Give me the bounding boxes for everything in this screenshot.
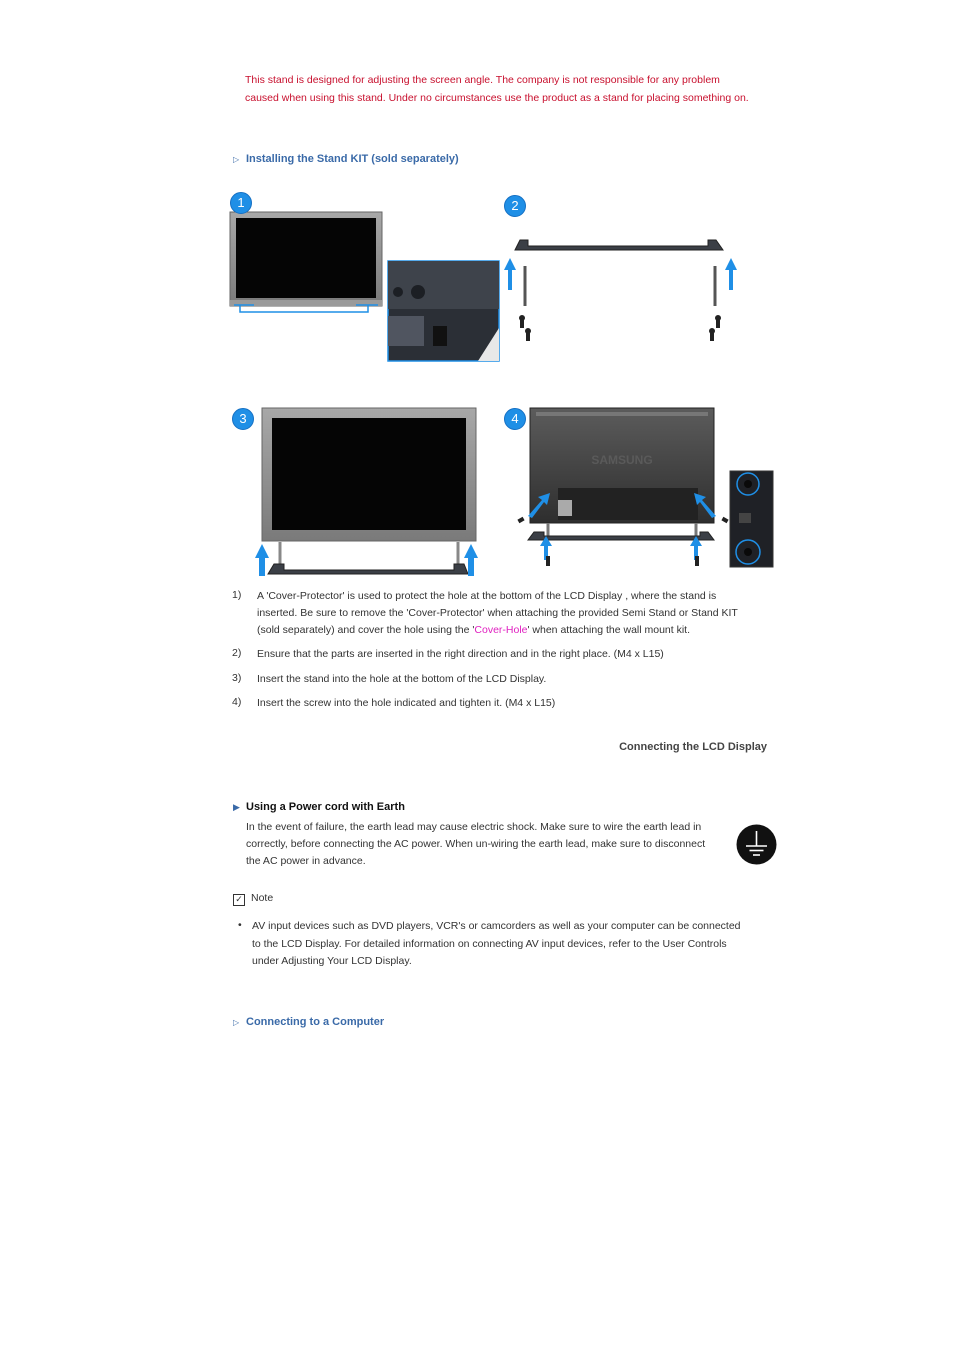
section-heading-stand-kit[interactable] [233, 153, 459, 165]
step-badge-1: 1 [230, 192, 252, 214]
ground-symbol-icon [736, 824, 777, 865]
note-line: under Adjusting Your LCD Display. [252, 955, 412, 967]
step-number: 4) [232, 696, 242, 708]
step1-zoom-detail [388, 261, 499, 361]
checkbox-icon: ✓ [233, 894, 245, 906]
step-line-pre: (sold separately) and cover the hole using the ' [257, 624, 475, 636]
cover-hole-highlight: Cover-Hole [474, 624, 528, 636]
step-badge-3: 3 [232, 408, 254, 430]
note-line: AV input devices such as DVD players, VCR's or camcorders as well as your computer can be connected [252, 920, 741, 932]
step-badge-2: 2 [504, 195, 526, 217]
step1-monitor-front [230, 212, 382, 312]
note-line: to the LCD Display. For detailed information on connecting AV input devices, refer to the User Controls [252, 937, 727, 950]
step-text: Insert the stand into the hole at the bottom of the LCD Display. [257, 673, 547, 685]
power-line: correctly, before connecting the AC power. When un-wiring the earth lead, make sure to disconnect [246, 838, 706, 850]
step-text: Ensure that the parts are inserted in the right direction and in the right place. (M4 x L15) [257, 648, 664, 660]
warning-line-2: caused when using this stand. Under no circumstances use the product as a stand for placing something on. [245, 92, 749, 104]
caret-right-icon: ▶ [233, 802, 240, 812]
step-line-post: ' when attaching the wall mount kit. [527, 624, 691, 636]
chevron-right-icon: ▷ [233, 1018, 240, 1027]
section-heading-computer[interactable] [233, 1016, 384, 1028]
power-text [246, 819, 731, 870]
chevron-right-icon: ▷ [233, 155, 240, 164]
step-number: 2) [232, 647, 242, 659]
brand-logo-back: SAMSUNG [591, 453, 653, 467]
stand-installation-figure [228, 188, 778, 580]
step-badge-4: 4 [504, 408, 526, 430]
warning-line-1: This stand is designed for adjusting the screen angle. The company is not responsible for any problem [245, 74, 720, 86]
section-heading-label: Connecting to a Computer [246, 1016, 385, 1028]
note-heading [233, 892, 273, 906]
step-number: 3) [232, 672, 242, 684]
connecting-title: Connecting the LCD Display [619, 741, 767, 753]
note-text [252, 918, 772, 971]
power-line: In the event of failure, the earth lead may cause electric shock. Make sure to wire the earth lead in [246, 821, 702, 833]
step-line: A 'Cover-Protector' is used to protect the hole at the bottom of the LCD Display , where the stand is [257, 590, 717, 602]
step-line: inserted. Be sure to remove the 'Cover-Protector' when attaching the provided Semi Stand or Stand KIT [257, 607, 738, 619]
power-line: the AC power in advance. [246, 855, 366, 867]
power-heading [233, 801, 405, 813]
section-heading-label: Installing the Stand KIT (sold separately) [246, 153, 459, 165]
power-heading-label: Using a Power cord with Earth [246, 801, 405, 813]
step-number: 1) [232, 589, 242, 601]
step2-stand-parts [504, 240, 737, 341]
note-label: Note [251, 892, 274, 904]
step-text [257, 588, 767, 639]
bullet-dot: • [238, 919, 242, 931]
step3-monitor-with-stand [255, 408, 478, 576]
step-text: Insert the screw into the hole indicated and tighten it. (M4 x L15) [257, 697, 556, 709]
step4-monitor-back [517, 408, 773, 567]
step-line [257, 622, 767, 639]
warning-text [245, 71, 805, 107]
